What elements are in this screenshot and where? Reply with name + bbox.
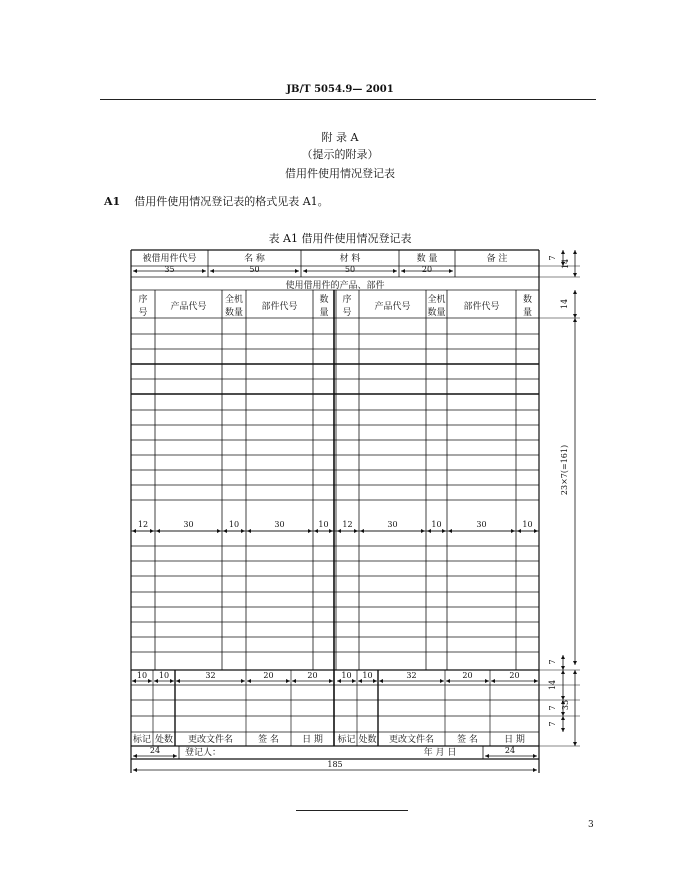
col-whole-label: 数量	[427, 308, 446, 318]
arrowhead	[449, 269, 453, 273]
arrowhead	[511, 529, 515, 533]
arrowhead	[241, 679, 245, 683]
revision-width-label: 20	[462, 671, 473, 680]
arrowhead	[448, 529, 452, 533]
arrowhead	[485, 754, 489, 758]
arrowhead	[150, 529, 154, 533]
revision-header-label: 日 期	[302, 735, 323, 745]
clause-number: A1	[104, 195, 121, 208]
col-product-label: 产品代号	[374, 302, 411, 312]
arrowhead	[156, 529, 160, 533]
arrowhead	[534, 529, 538, 533]
revision-width-label: 20	[263, 671, 274, 680]
arrowhead	[573, 250, 577, 254]
col-qty-label: 量	[319, 308, 329, 318]
arrowhead	[210, 269, 214, 273]
arrowhead	[485, 679, 489, 683]
clause-text: 借用件使用情况登记表的格式见表 A1。	[134, 195, 329, 208]
revision-header-label: 更改文件名	[187, 735, 234, 745]
col-whole-label: 全机	[427, 295, 446, 305]
top-header-label: 备 注	[486, 254, 508, 264]
arrowhead	[132, 679, 136, 683]
arrowhead	[533, 754, 537, 758]
column-width-label: 12	[137, 520, 149, 529]
revision-header-label: 标记	[337, 735, 356, 745]
col-seq-label: 号	[342, 308, 352, 318]
arrowhead	[133, 768, 137, 772]
revision-width-label: 10	[362, 671, 373, 680]
arrowhead	[132, 529, 136, 533]
arrowhead	[573, 314, 577, 318]
revision-width-label: 10	[136, 671, 148, 680]
arrowhead	[573, 290, 577, 294]
dimension-label: 7	[548, 721, 557, 727]
arrowhead	[303, 269, 307, 273]
top-width-label: 50	[249, 265, 260, 274]
arrowhead	[573, 670, 577, 674]
column-width-label: 30	[476, 520, 487, 529]
total-width-label: 185	[327, 760, 343, 769]
arrowhead	[393, 269, 397, 273]
col-part-label: 部件代号	[463, 302, 500, 312]
dimension-label: 14	[561, 258, 570, 270]
arrowhead	[148, 679, 152, 683]
dimension-label: 14	[548, 679, 557, 691]
page-number: 3	[588, 820, 594, 830]
arrowhead	[427, 529, 431, 533]
top-header-label: 材 料	[339, 254, 361, 264]
arrowhead	[533, 768, 537, 772]
date-label: 年 月 日	[423, 748, 457, 758]
arrowhead	[421, 529, 425, 533]
arrowhead	[217, 529, 221, 533]
revision-header-label: 处数	[154, 735, 174, 745]
appendix-heading: 借用件使用情况登记表	[285, 167, 395, 180]
column-width-label: 10	[318, 520, 329, 529]
revision-width-label: 10	[341, 671, 352, 680]
standard-code: JB/T 5054.9— 2001	[286, 84, 394, 95]
footer-rule	[296, 810, 408, 811]
dimension-label: 7	[548, 255, 557, 261]
arrowhead	[561, 670, 565, 674]
arrowhead	[176, 679, 180, 683]
column-width-label: 30	[183, 520, 194, 529]
arrowhead	[517, 529, 521, 533]
arrowhead	[329, 679, 333, 683]
arrowhead	[573, 273, 577, 277]
arrowhead	[329, 529, 333, 533]
arrowhead	[173, 754, 177, 758]
arrowhead	[561, 712, 565, 716]
arrowhead	[561, 696, 565, 700]
arrowhead	[154, 679, 158, 683]
col-whole-label: 数量	[224, 308, 244, 318]
registrar-width-label: 24	[504, 746, 516, 755]
arrowhead	[202, 269, 206, 273]
col-seq-label: 序	[138, 295, 148, 305]
arrowhead	[442, 529, 446, 533]
table-caption: 表 A1 借用件使用情况登记表	[268, 232, 412, 245]
arrowhead	[573, 661, 577, 665]
arrowhead	[133, 754, 137, 758]
arrowhead	[373, 679, 377, 683]
arrowhead	[308, 529, 312, 533]
arrowhead	[561, 716, 565, 720]
top-width-label: 35	[164, 265, 175, 274]
column-width-label: 10	[522, 520, 533, 529]
col-whole-label: 全机	[224, 295, 244, 305]
column-width-label: 12	[342, 520, 353, 529]
revision-width-label: 32	[406, 671, 417, 680]
arrowhead	[561, 250, 565, 254]
col-qty-label: 数	[522, 295, 533, 305]
revision-header-label: 标记	[132, 735, 152, 745]
arrowhead	[241, 529, 245, 533]
col-qty-label: 量	[522, 308, 533, 318]
arrowhead	[440, 679, 444, 683]
col-qty-label: 数	[319, 295, 329, 305]
appendix-title: 附 录 A	[321, 131, 359, 144]
top-header-label: 名 称	[244, 254, 265, 264]
revision-header-label: 签 名	[457, 735, 478, 745]
arrowhead	[352, 679, 356, 683]
arrowhead	[286, 679, 290, 683]
col-seq-label: 号	[138, 308, 148, 318]
top-width-label: 20	[421, 265, 433, 274]
arrowhead	[401, 269, 405, 273]
arrowhead	[360, 529, 364, 533]
revision-header-label: 签 名	[258, 735, 279, 745]
section-title: 使用借用件的产品、部件	[285, 281, 385, 291]
revision-header-label: 更改文件名	[388, 735, 435, 745]
arrowhead	[170, 679, 174, 683]
top-header-label: 数 量	[416, 254, 438, 264]
dimension-label: 7	[548, 705, 557, 711]
dimension-label: 23×7(=161)	[560, 444, 569, 496]
arrowhead	[337, 529, 341, 533]
arrowhead	[295, 269, 299, 273]
revision-header-label: 处数	[358, 735, 377, 745]
arrowhead	[491, 679, 495, 683]
revision-width-label: 32	[205, 671, 216, 680]
dimension-label: 14	[560, 298, 569, 310]
arrowhead	[358, 679, 362, 683]
column-width-label: 30	[387, 520, 398, 529]
dimension-label: 35	[561, 699, 570, 711]
arrowhead	[561, 666, 565, 670]
arrowhead	[573, 318, 577, 322]
col-seq-label: 序	[342, 295, 352, 305]
dimension-label: 7	[548, 659, 557, 665]
column-width-label: 10	[431, 520, 442, 529]
revision-width-label: 20	[509, 671, 520, 680]
revision-width-label: 10	[158, 671, 170, 680]
column-width-label: 10	[228, 520, 240, 529]
arrowhead	[446, 679, 450, 683]
arrowhead	[247, 529, 251, 533]
top-width-label: 50	[344, 265, 356, 274]
arrowhead	[561, 655, 565, 659]
arrowhead	[354, 529, 358, 533]
arrowhead	[247, 679, 251, 683]
registrar-width-label: 24	[149, 746, 161, 755]
arrowhead	[133, 269, 137, 273]
col-part-label: 部件代号	[261, 302, 298, 312]
column-width-label: 30	[274, 520, 285, 529]
arrowhead	[379, 679, 383, 683]
arrowhead	[337, 679, 341, 683]
revision-width-label: 20	[307, 671, 318, 680]
arrowhead	[292, 679, 296, 683]
arrowhead	[573, 742, 577, 746]
col-product-label: 产品代号	[170, 302, 207, 312]
arrowhead	[534, 679, 538, 683]
top-header-label: 被借用件代号	[142, 254, 197, 264]
arrowhead	[314, 529, 318, 533]
arrowhead	[561, 728, 565, 732]
arrowhead	[223, 529, 227, 533]
appendix-subtitle: （提示的附录）	[301, 148, 379, 161]
revision-header-label: 日 期	[504, 735, 525, 745]
registrar-label: 登记人：	[185, 748, 222, 758]
